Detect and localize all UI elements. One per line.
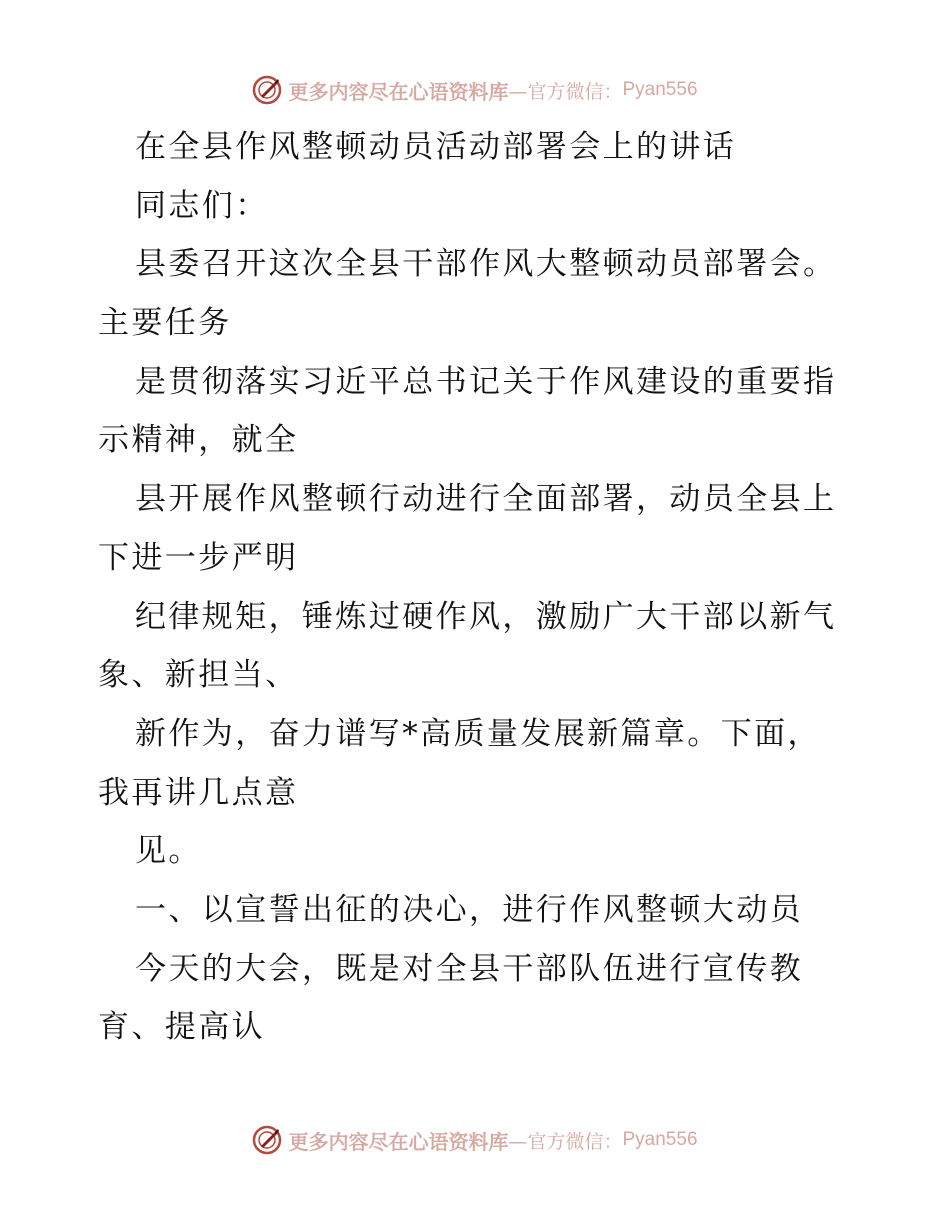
header-watermark-banner: [0, 70, 950, 110]
paragraph-line: 我再讲几点意: [98, 774, 299, 811]
document-title: 在全县作风整顿动员活动部署会上的讲话: [135, 129, 737, 165]
banner-wechat-id: Pyan556: [622, 1129, 698, 1150]
banner-main-text: 更多内容尽在心语资料库: [288, 79, 509, 104]
paragraph-line: 主要任务: [98, 305, 232, 342]
banner-sub-text: —官方微信：: [508, 1130, 623, 1153]
pen-nib-logo-icon: [252, 1125, 282, 1155]
paragraph-line: 新作为，奋力谱写*高质量发展新篇章。下面，: [135, 715, 821, 752]
banner-wechat-id: Pyan556: [622, 79, 698, 100]
pen-nib-logo-icon: [252, 75, 282, 105]
banner-sub-text: —官方微信：: [508, 80, 623, 103]
paragraph-line: 下进一步严明: [98, 539, 299, 576]
paragraph-line: 纪律规矩，锤炼过硬作风，激励广大干部以新气: [135, 598, 837, 635]
paragraph-line: 县委召开这次全县干部作风大整顿动员部署会。: [135, 246, 837, 283]
banner-main-text: 更多内容尽在心语资料库: [288, 1129, 509, 1154]
paragraph-line: 今天的大会，既是对全县干部队伍进行宣传教: [135, 950, 803, 987]
paragraph-line: 示精神，就全: [98, 422, 299, 459]
paragraph-line: 是贯彻落实习近平总书记关于作风建设的重要指: [135, 363, 837, 400]
document-body: [98, 118, 858, 1057]
paragraph-line: 见。: [135, 833, 202, 870]
footer-watermark-banner: [0, 1120, 950, 1160]
paragraph-line: 县开展作风整顿行动进行全面部署，动员全县上: [135, 481, 837, 518]
paragraph-line: 育、提高认: [98, 1009, 265, 1046]
salutation-line: 同志们：: [135, 187, 269, 224]
paragraph-line: 象、新担当、: [98, 657, 299, 694]
section-heading: 一、以宣誓出征的决心，进行作风整顿大动员: [135, 891, 803, 928]
